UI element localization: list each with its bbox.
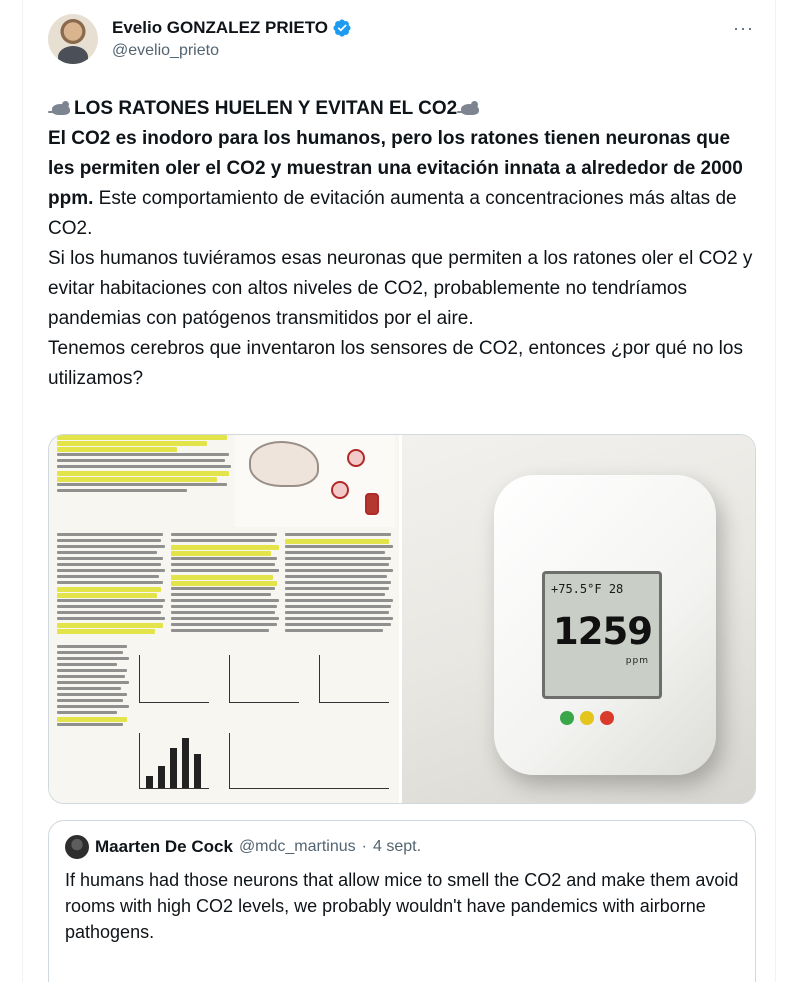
co2-monitor-screen <box>542 571 662 699</box>
quoted-separator: · <box>361 838 367 855</box>
quoted-author-handle: @mdc_martinus <box>238 838 356 855</box>
paper-highlighted-text <box>57 435 233 495</box>
tweet-paragraph-2: Si los humanos tuviéramos esas neuronas que permiten a los ratones oler el CO2 y evitar habitaciones con altos niveles de CO2, probablemente no tendríamos pandemias con patógenos transmitidos por el aire. <box>48 248 753 329</box>
humidity-reading: 28 <box>608 582 624 596</box>
author-avatar[interactable] <box>48 14 98 64</box>
co2-monitor-readout-top <box>551 582 623 596</box>
tweet-media[interactable] <box>48 434 756 804</box>
verified-badge-icon <box>332 18 352 38</box>
temperature-reading: +75.5°F <box>551 582 602 596</box>
author-block <box>112 18 352 60</box>
co2-reading: 1259 <box>553 610 652 653</box>
co2-unit: ppm <box>625 656 649 666</box>
paper-column-3 <box>285 533 395 635</box>
author-handle[interactable]: @evelio_prieto <box>112 42 219 59</box>
quoted-tweet-header <box>65 835 421 859</box>
quoted-author-avatar <box>65 835 89 859</box>
paper-figure-plots <box>129 647 395 803</box>
more-options-icon[interactable]: ··· <box>733 18 754 38</box>
co2-monitor-device <box>494 475 716 775</box>
paper-mouse-diagram <box>235 435 395 527</box>
tweet-lead-rest: Este comportamiento de evitación aumenta a concentraciones más altas de CO2. <box>48 188 737 239</box>
tweet-paragraph-1 <box>48 124 756 244</box>
tweet-title: LOS RATONES HUELEN Y EVITAN EL CO2 <box>74 98 458 119</box>
author-display-name[interactable]: Evelio GONZALEZ PRIETO <box>112 18 328 37</box>
yellow-led-icon <box>580 711 594 725</box>
tweet-bold-lead: El CO2 es inodoro para los humanos, pero los ratones tienen neuronas que les permiten oler el CO2 y muestran una evitación innata a alrededor de 2000 ppm. <box>48 128 743 209</box>
co2-monitor-image[interactable] <box>402 435 755 803</box>
quoted-author-name: Maarten De Cock <box>95 837 233 856</box>
paper-column-1 <box>57 533 167 635</box>
quoted-tweet-text: If humans had those neurons that allow mice to smell the CO2 and make them avoid rooms with high CO2 levels, we probably wouldn't have pandemics with airborne pathogens. <box>65 870 739 942</box>
red-led-icon <box>600 711 614 725</box>
paper-image[interactable] <box>49 435 399 803</box>
mouse-emoji-icon <box>457 101 483 115</box>
mouse-emoji-icon <box>48 101 74 115</box>
paper-figure-caption <box>57 645 133 795</box>
tweet-header <box>48 14 768 68</box>
quoted-tweet[interactable] <box>48 820 756 982</box>
tweet-title-line <box>48 94 756 124</box>
paper-column-2 <box>171 533 281 635</box>
tweet-text <box>48 94 756 394</box>
quoted-tweet-date: 4 sept. <box>372 838 422 855</box>
tweet-paragraph-3: Tenemos cerebros que inventaron los sensores de CO2, entonces ¿por qué no los utilizamos? <box>48 338 743 389</box>
green-led-icon <box>560 711 574 725</box>
